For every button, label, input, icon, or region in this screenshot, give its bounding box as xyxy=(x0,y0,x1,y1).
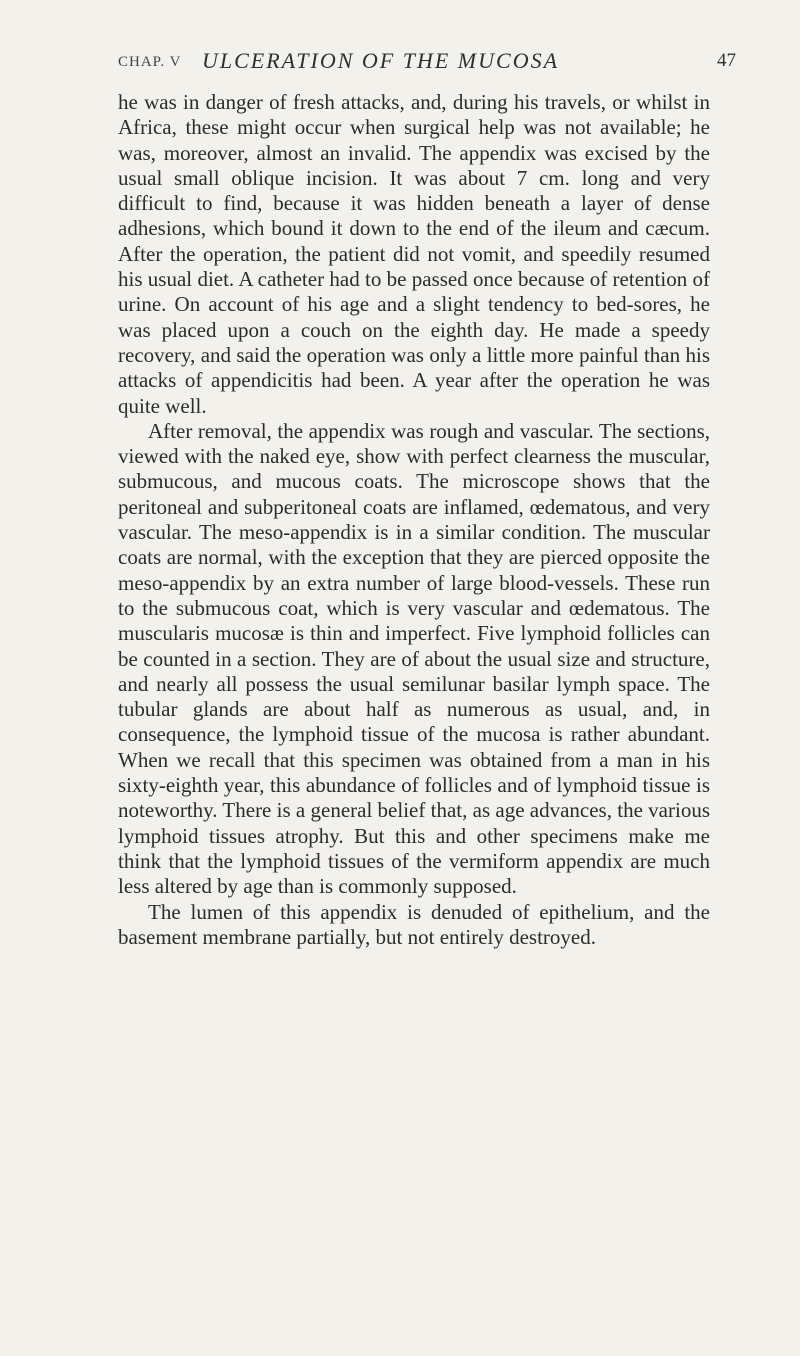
paragraph-3: The lumen of this appendix is denuded of epithelium, and the basement membrane partially, but not entirely destroyed. xyxy=(118,899,710,949)
running-title: ULCERATION OF THE MUCOSA xyxy=(202,48,560,73)
chapter-label: CHAP. V xyxy=(118,54,182,70)
running-head xyxy=(118,48,736,84)
paragraph-2: After removal, the appendix was rough and vascular. The sections, viewed with the naked eye, show with perfect clearness the muscular, submucous, and mucous coats. The microscope shows that the peritoneal and subperitoneal coats are inflamed, œdematous, and very vascular. The meso-appendix is in a similar condition. The muscular coats are normal, with the exception that they are pierced opposite the meso-appendix by an extra number of large blood-vessels. These run to the submucous coat, which is very vascular and œdematous. The muscularis mucosæ is thin and imperfect. Five lymphoid follicles can be counted in a section. They are of about the usual size and structure, and nearly all possess the usual semilunar basilar lymph space. The tubular glands are about half as numerous as usual, and, in consequence, the lymphoid tissue of the mucosa is rather abundant. When we recall that this specimen was obtained from a man in his sixty-eighth year, this abundance of follicles and of lymphoid tissue is noteworthy. There is a general belief that, as age advances, the various lymphoid tissues atrophy. But this and other specimens make me think that the lymphoid tissues of the vermiform appendix are much less altered by age than is commonly supposed. xyxy=(118,418,710,899)
body-text xyxy=(118,90,710,950)
paragraph-1: he was in danger of fresh attacks, and, during his travels, or whilst in Africa, these might occur when surgical help was not available; he was, moreover, almost an invalid. The appendix was excised by the usual small oblique incision. It was about 7 cm. long and very difficult to find, because it was hidden beneath a layer of dense adhesions, which bound it down to the end of the ileum and cæcum. After the operation, the patient did not vomit, and speedily resumed his usual diet. A catheter had to be passed once because of retention of urine. On account of his age and a slight tendency to bed-sores, he was placed upon a couch on the eighth day. He made a speedy recovery, and said the operation was only a little more painful than his attacks of appendicitis had been. A year after the operation he was quite well. xyxy=(118,90,710,418)
page-number: 47 xyxy=(717,50,736,71)
